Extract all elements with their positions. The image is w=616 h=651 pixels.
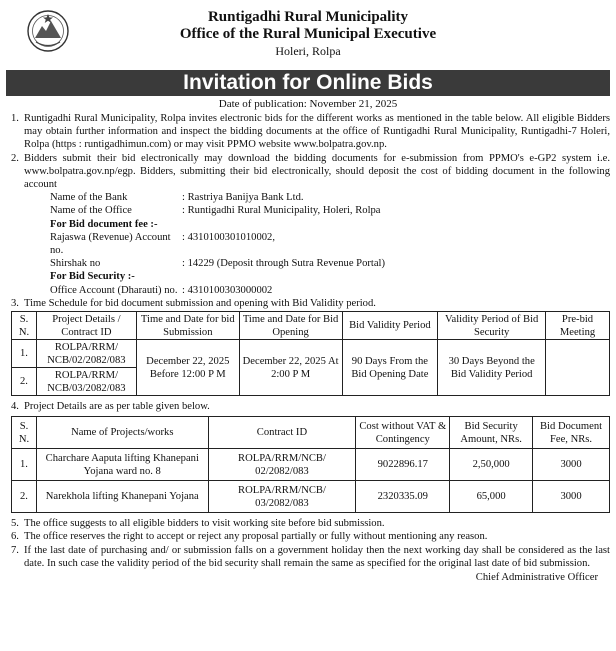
clause-text: Project Details are as per table given below. <box>24 401 210 413</box>
notice-title-banner: Invitation for Online Bids <box>6 70 610 96</box>
bank-name-row <box>6 191 610 204</box>
clause-text: Bidders submit their bid electronically may download the bidding documents for e-submission from PPMO's e-GP2 system i.e. www.bolpatra.gov.np/egp. Bidders, submitting their bid electronically, should deposit the cost of bidding document in the following account <box>24 152 610 191</box>
office-account-value: : 4310100303000002 <box>182 284 273 296</box>
office-account-label: Office Account (Dharauti) no. <box>50 284 178 296</box>
shirshak-value: : 14229 (Deposit through Sutra Revenue Portal) <box>182 258 386 270</box>
clause-text: The office reserves the right to accept or reject any proposal partially or fully without mentioning any reason. <box>24 531 488 543</box>
project-details-header: Project Details / Contract ID <box>36 312 136 340</box>
contract-id-cell: ROLPA/RRM/ NCB/02/2082/083 <box>36 340 136 368</box>
opening-header: Time and Date for Bid Opening <box>239 312 342 340</box>
table-row <box>12 340 610 368</box>
clause-text: If the last date of purchasing and/ or submission falls on a government holiday then the next working day shall be considered as the last date. In such case the validity period of the bid security shall remain the same as specified for the original last date of bid submission. <box>24 544 610 569</box>
clause-1 <box>6 112 610 152</box>
clause-number: 4. <box>11 401 19 413</box>
project-table <box>11 416 610 513</box>
clause-3 <box>6 297 610 310</box>
table-header-row <box>12 417 610 449</box>
publication-date: Date of publication: November 21, 2025 <box>218 98 398 110</box>
cost-header: Cost without VAT & Contingency <box>356 417 450 449</box>
sn-cell: 1. <box>12 449 37 481</box>
contract-id-cell: ROLPA/RRM/ NCB/03/2082/083 <box>36 368 136 396</box>
clause-number: 7. <box>11 544 19 556</box>
bid-fee-heading: For Bid document fee :- <box>50 218 158 230</box>
opening-cell: December 22, 2025 At 2:00 P M <box>239 340 342 396</box>
bank-name-label: Name of the Bank <box>50 192 128 204</box>
security-validity-header: Validity Period of Bid Security <box>438 312 546 340</box>
office-account-row <box>6 284 610 297</box>
government-emblem-icon <box>26 8 70 54</box>
office-name: Office of the Rural Municipal Executive <box>179 26 437 42</box>
table-row <box>12 449 610 481</box>
office-name-value: : Runtigadhi Rural Municipality, Holeri, Rolpa <box>182 205 381 217</box>
project-name-header: Name of Projects/works <box>36 417 208 449</box>
table-row <box>12 481 610 513</box>
rajaswa-account-row <box>6 231 610 257</box>
validity-cell: 90 Days From the Bid Opening Date <box>342 340 438 396</box>
bid-security-cell: 2,50,000 <box>450 449 533 481</box>
sn-header: S. N. <box>12 312 37 340</box>
bid-fee-cell: 3000 <box>533 449 610 481</box>
sn-cell: 2. <box>12 481 37 513</box>
clause-number: 5. <box>11 518 19 530</box>
clause-number: 3. <box>11 297 19 309</box>
bid-security-header: Bid Security Amount, NRs. <box>450 417 533 449</box>
project-name-cell: Narekhola lifting Khanepani Yojana <box>36 481 208 513</box>
bid-fee-cell: 3000 <box>533 481 610 513</box>
clause-text: Time Schedule for bid document submission and opening with Bid Validity period. <box>24 297 376 309</box>
rajaswa-account-value: : 4310100301010002, <box>182 231 275 243</box>
shirshak-label: Shirshak no <box>50 258 101 270</box>
cost-cell: 9022896.17 <box>356 449 450 481</box>
sn-cell: 2. <box>12 368 37 396</box>
schedule-table <box>11 311 610 396</box>
clause-7 <box>6 544 610 570</box>
clause-4 <box>6 400 610 413</box>
cost-cell: 2320335.09 <box>356 481 450 513</box>
bid-security-cell: 65,000 <box>450 481 533 513</box>
letterhead <box>6 6 610 68</box>
sn-header: S. N. <box>12 417 37 449</box>
bid-fee-header: Bid Document Fee, NRs. <box>533 417 610 449</box>
contract-id-header: Contract ID <box>208 417 356 449</box>
bank-name-value: : Rastriya Banijya Bank Ltd. <box>182 192 304 204</box>
validity-header: Bid Validity Period <box>342 312 438 340</box>
sn-cell: 1. <box>12 340 37 368</box>
submission-cell: December 22, 2025 Before 12:00 P M <box>136 340 239 396</box>
prebid-header: Pre-bid Meeting <box>546 312 610 340</box>
clause-number: 1. <box>11 113 19 124</box>
security-validity-cell: 30 Days Beyond the Bid Validity Period <box>438 340 546 396</box>
rajaswa-account-label: Rajaswa (Revenue) Account no. <box>50 231 171 257</box>
bid-security-heading: For Bid Security :- <box>50 271 135 283</box>
clause-2 <box>6 152 610 192</box>
submission-header: Time and Date for bid Submission <box>136 312 239 340</box>
table-header-row <box>12 312 610 340</box>
clause-text: The office suggests to all eligible bidders to visit working site before bid submission. <box>24 518 385 530</box>
organization-name: Runtigadhi Rural Municipality <box>207 9 409 25</box>
prebid-cell <box>546 340 610 396</box>
bank-account-details <box>6 191 610 297</box>
signatory: Chief Administrative Officer <box>475 572 598 584</box>
clause-text: Runtigadhi Rural Municipality, Rolpa invites electronic bids for the different works as mentioned in the table below. All eligible Bidders may obtain further information and inspect the bidding documents at the office of Runtigadhi Rural Municipality, Runtigadhi-7 Holeri, Rolpa (https : runtigadhimun.com) or may visit PPMO website www.bolpatra.gov.np. <box>24 113 610 151</box>
contract-id-cell: ROLPA/RRM/NCB/ 03/2082/083 <box>208 481 356 513</box>
shirshak-row <box>6 257 610 270</box>
project-name-cell: Charchare Aaputa lifting Khanepani Yojana ward no. 8 <box>36 449 208 481</box>
office-name-label: Name of the Office <box>50 205 132 217</box>
clause-5 <box>6 517 610 530</box>
clause-number: 6. <box>11 531 19 543</box>
clause-number: 2. <box>11 152 19 164</box>
office-name-row <box>6 204 610 217</box>
office-address: Holeri, Rolpa <box>275 44 341 58</box>
clause-6 <box>6 530 610 543</box>
contract-id-cell: ROLPA/RRM/NCB/ 02/2082/083 <box>208 449 356 481</box>
